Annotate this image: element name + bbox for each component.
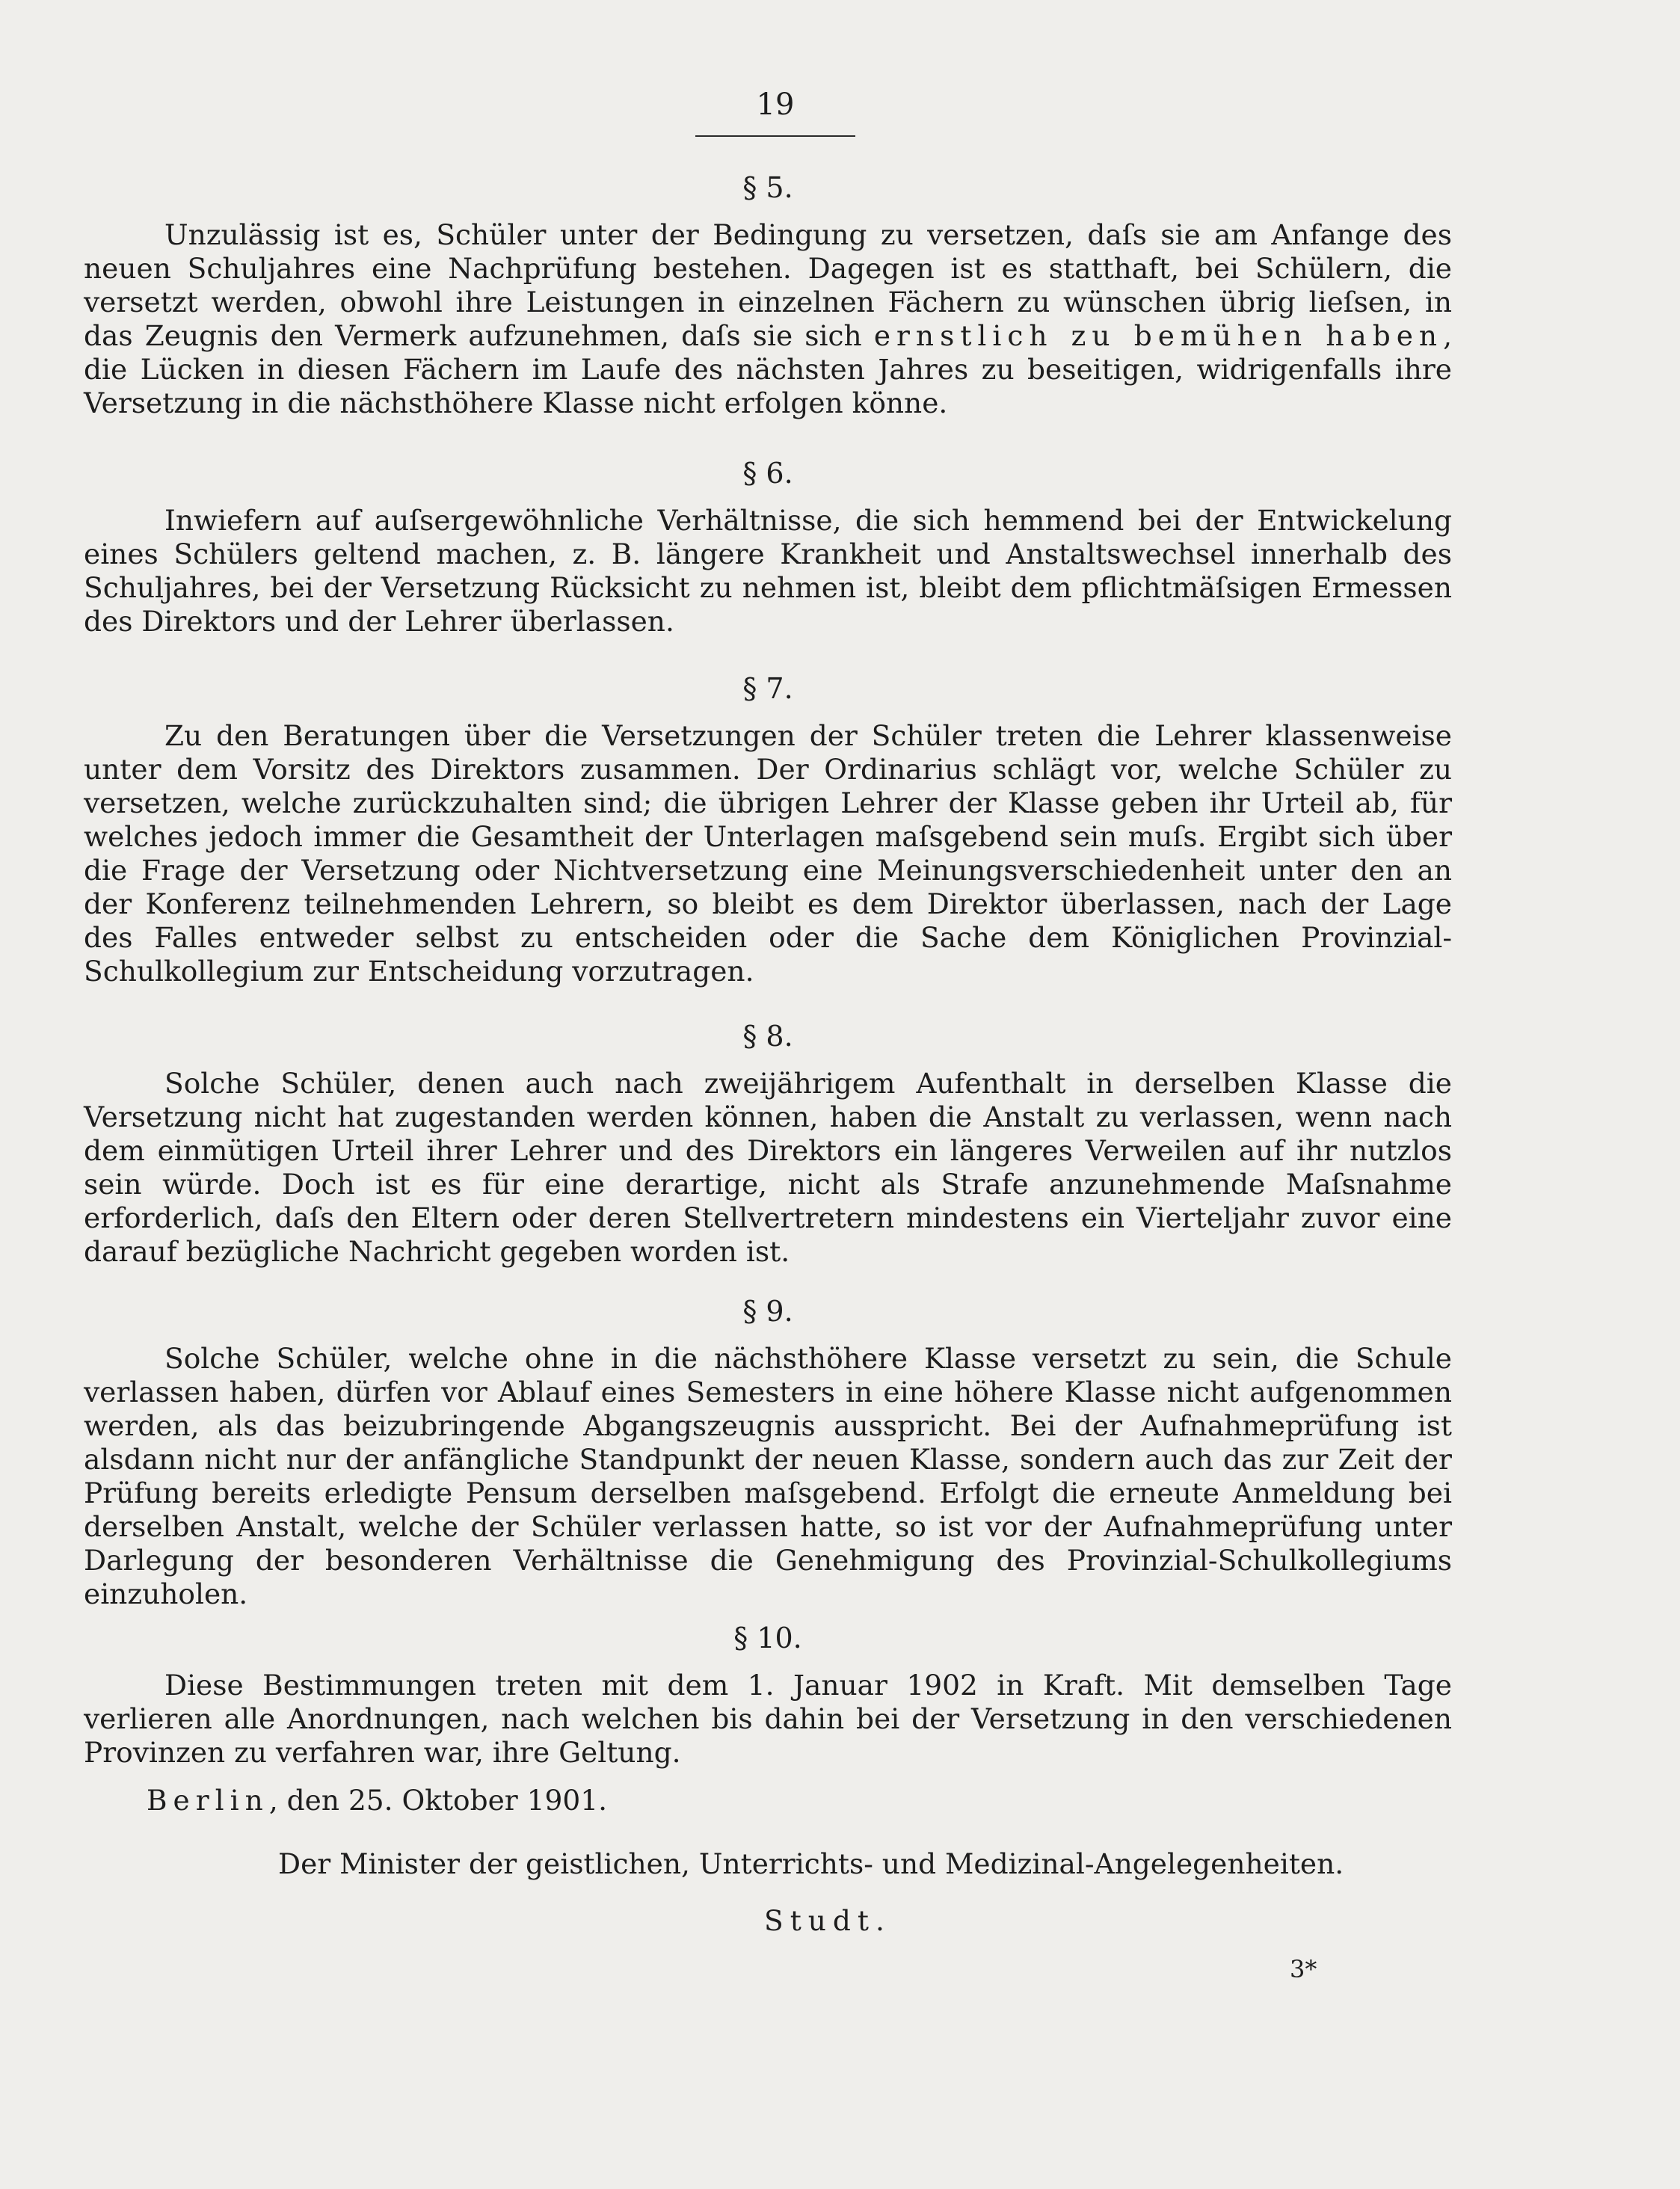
- section-10: [84, 1624, 1452, 1770]
- paragraph-text: Inwiefern auf auſsergewöhnliche Verhältnisse, die sich hemmend bei der Entwickelung eines Schülers geltend machen, z. B. längere Krankheit und Anstaltswechsel innerhalb des Schuljahres, bei der Versetzung Rücksicht zu nehmen ist, bleibt dem pflichtmäſsigen Ermessen des Direktors und der Lehrer überlassen.: [84, 504, 1452, 638]
- section-heading: § 7.: [742, 672, 793, 705]
- signatory-title: Der Minister der geistlichen, Unterrichts- und Medizinal-Angelegenheiten.: [278, 1847, 1344, 1880]
- section-paragraph: [84, 1067, 1452, 1269]
- section-9: [84, 1297, 1452, 1611]
- section-heading: § 10.: [733, 1622, 802, 1654]
- paragraph-text: Unzulässig ist es, Schüler unter der Bedingung zu versetzen, daſs sie am Anfange des neuen Schuljahres eine Nachprüfung bestehen. Dagegen ist es statthaft, bei Schülern, die versetzt werden, obwohl ihre Leistungen in einzelnen Fächern zu wünschen übrig lieſsen, in das Zeugnis den Vermerk aufzunehmen, daſs sie sich: [84, 218, 1452, 352]
- section-heading: § 5.: [742, 171, 793, 204]
- page-number-rule: [695, 135, 855, 137]
- paragraph-text: Zu den Beratungen über die Versetzungen der Schüler treten die Lehrer klassenweise unter dem Vorsitz des Direktors zusammen. Der Ordinarius schlägt vor, welche Schüler zu versetzen, welche zurückzuhalten sind; die übrigen Lehrer der Klasse geben ihr Urteil ab, für welches jedoch immer die Gesamtheit der Unterlagen maſsgebend sein muſs. Ergibt sich über die Frage der Versetzung oder Nichtversetzung eine Meinungsverschiedenheit unter den an der Konferenz teilnehmenden Lehrern, so bleibt es dem Direktor überlassen, nach der Lage des Falles entweder selbst zu entscheiden oder die Sache dem Königlichen Provinzial-Schulkollegium zur Entscheidung vorzutragen.: [84, 719, 1452, 988]
- section-heading: § 6.: [742, 457, 793, 490]
- section-5: [84, 173, 1452, 420]
- section-8: [84, 1022, 1452, 1269]
- section-6: [84, 459, 1452, 638]
- signatory-name: Studt.: [764, 1904, 891, 1937]
- section-heading: § 8.: [742, 1020, 793, 1053]
- sheet-mark: 3*: [1290, 1955, 1317, 1983]
- section-paragraph: [84, 1342, 1452, 1611]
- section-paragraph: [84, 1669, 1452, 1770]
- paragraph-text: Diese Bestimmungen treten mit dem 1. Januar 1902 in Kraft. Mit demselben Tage verlieren alle Anordnungen, nach welchen bis dahin bei der Versetzung in den verschiedenen Provinzen zu verfahren war, ihre Geltung.: [84, 1669, 1452, 1769]
- section-paragraph: [84, 719, 1452, 988]
- emphasized-text: ernstlich zu bemühen haben: [873, 319, 1444, 352]
- place-name: Berlin: [147, 1784, 269, 1817]
- section-7: [84, 674, 1452, 988]
- date-line: [147, 1784, 608, 1817]
- paragraph-text: Solche Schüler, denen auch nach zweijährigem Aufenthalt in derselben Klasse die Versetzung nicht hat zugestanden werden können, haben die Anstalt zu verlassen, wenn nach dem einmütigen Urteil ihrer Lehrer und des Direktors ein längeres Verweilen auf ihr nutzlos sein würde. Doch ist es für eine derartige, nicht als Strafe anzunehmende Maſsnahme erforderlich, daſs den Eltern oder deren Stellvertretern mindestens ein Vierteljahr zuvor eine darauf bezügliche Nachricht gegeben worden ist.: [84, 1067, 1452, 1268]
- page-number: 19: [756, 87, 795, 122]
- section-paragraph: [84, 504, 1452, 638]
- date-text: , den 25. Oktober 1901.: [268, 1784, 608, 1817]
- section-heading: § 9.: [742, 1295, 793, 1328]
- paragraph-text: Solche Schüler, welche ohne in die nächsthöhere Klasse versetzt zu sein, die Schule verlassen haben, dürfen vor Ablauf eines Semesters in eine höhere Klasse nicht aufgenommen werden, als das beizubringende Abgangszeugnis ausspricht. Bei der Aufnahmeprüfung ist alsdann nicht nur der anfängliche Standpunkt der neuen Klasse, sondern auch das zur Zeit der Prüfung bereits erledigte Pensum derselben maſsgebend. Erfolgt die erneute Anmeldung bei derselben Anstalt, welche der Schüler verlassen hatte, so ist vor der Aufnahmeprüfung unter Darlegung der besonderen Verhältnisse die Genehmigung des Provinzial-Schulkollegiums einzuholen.: [84, 1342, 1452, 1610]
- paragraph-text: , die Lücken in diesen Fächern im Laufe des nächsten Jahres zu beseitigen, widrigenfalls ihre Versetzung in die nächsthöhere Klasse nicht erfolgen könne.: [84, 319, 1452, 419]
- section-paragraph: [84, 218, 1452, 420]
